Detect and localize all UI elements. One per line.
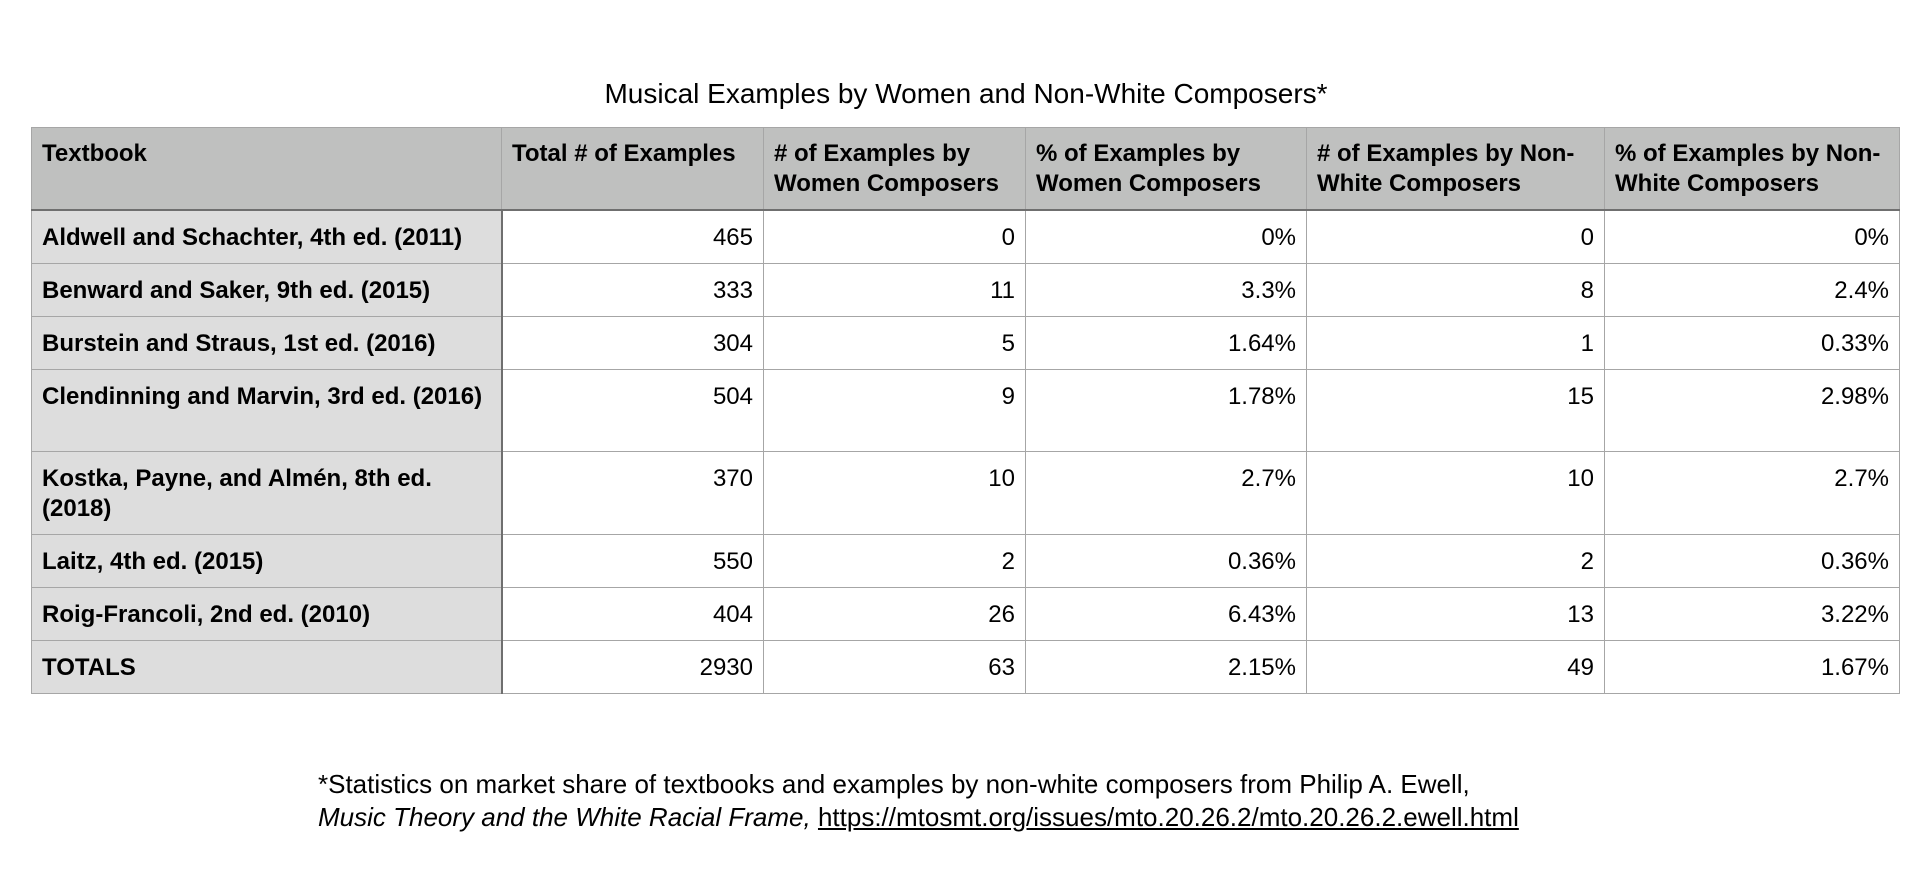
total-cell: 465: [502, 210, 764, 264]
table-row: [32, 452, 1900, 535]
totals-row: [32, 641, 1900, 694]
footnote-source-title: Music Theory and the White Racial Frame,: [318, 802, 811, 832]
women-count-cell: 10: [764, 452, 1026, 535]
women-percent-cell: 0.36%: [1026, 535, 1307, 588]
footnote-source-link[interactable]: https://mtosmt.org/issues/mto.20.26.2/mto.20.26.2.ewell.html: [817, 802, 1519, 832]
footnote: [318, 768, 1519, 834]
footnote-source-line: [318, 801, 1519, 834]
total-cell: 333: [502, 264, 764, 317]
nonwhite-count-cell: 13: [1307, 588, 1605, 641]
women-percent-cell: 2.15%: [1026, 641, 1307, 694]
women-percent-cell: 0%: [1026, 210, 1307, 264]
column-header-total-examples: Total # of Examples: [502, 128, 764, 211]
nonwhite-count-cell: 49: [1307, 641, 1605, 694]
textbook-cell: Roig-Francoli, 2nd ed. (2010): [32, 588, 502, 641]
nonwhite-count-cell: 8: [1307, 264, 1605, 317]
nonwhite-percent-cell: 2.7%: [1605, 452, 1900, 535]
women-count-cell: 9: [764, 370, 1026, 452]
table-row: [32, 317, 1900, 370]
women-count-cell: 0: [764, 210, 1026, 264]
nonwhite-percent-cell: 3.22%: [1605, 588, 1900, 641]
table-row: [32, 264, 1900, 317]
table-row: [32, 370, 1900, 452]
nonwhite-percent-cell: 0.33%: [1605, 317, 1900, 370]
textbook-cell: Clendinning and Marvin, 3rd ed. (2016): [32, 370, 502, 452]
column-header-women-percent: % of Examples by Women Composers: [1026, 128, 1307, 211]
total-cell: 370: [502, 452, 764, 535]
totals-label-cell: TOTALS: [32, 641, 502, 694]
women-count-cell: 5: [764, 317, 1026, 370]
women-percent-cell: 2.7%: [1026, 452, 1307, 535]
nonwhite-percent-cell: 2.4%: [1605, 264, 1900, 317]
column-header-nonwhite-count: # of Examples by Non-White Composers: [1307, 128, 1605, 211]
textbook-cell: Kostka, Payne, and Almén, 8th ed. (2018): [32, 452, 502, 535]
nonwhite-count-cell: 15: [1307, 370, 1605, 452]
women-count-cell: 63: [764, 641, 1026, 694]
nonwhite-percent-cell: 0%: [1605, 210, 1900, 264]
women-count-cell: 26: [764, 588, 1026, 641]
nonwhite-count-cell: 10: [1307, 452, 1605, 535]
total-cell: 304: [502, 317, 764, 370]
column-header-nonwhite-percent: % of Examples by Non-White Composers: [1605, 128, 1900, 211]
women-percent-cell: 3.3%: [1026, 264, 1307, 317]
nonwhite-percent-cell: 1.67%: [1605, 641, 1900, 694]
textbook-cell: Benward and Saker, 9th ed. (2015): [32, 264, 502, 317]
women-percent-cell: 6.43%: [1026, 588, 1307, 641]
total-cell: 2930: [502, 641, 764, 694]
textbook-cell: Aldwell and Schachter, 4th ed. (2011): [32, 210, 502, 264]
women-percent-cell: 1.64%: [1026, 317, 1307, 370]
women-percent-cell: 1.78%: [1026, 370, 1307, 452]
statistics-table: [31, 127, 1900, 694]
nonwhite-percent-cell: 0.36%: [1605, 535, 1900, 588]
textbook-cell: Laitz, 4th ed. (2015): [32, 535, 502, 588]
nonwhite-percent-cell: 2.98%: [1605, 370, 1900, 452]
footnote-text: *Statistics on market share of textbooks and examples by non-white composers from Philip A. Ewell,: [318, 769, 1470, 799]
table-title: Musical Examples by Women and Non-White Composers*: [604, 78, 1328, 109]
column-header-textbook: Textbook: [32, 128, 502, 211]
total-cell: 504: [502, 370, 764, 452]
header-row: [32, 128, 1900, 211]
textbook-cell: Burstein and Straus, 1st ed. (2016): [32, 317, 502, 370]
table-row: [32, 588, 1900, 641]
women-count-cell: 2: [764, 535, 1026, 588]
column-header-women-count: # of Examples by Women Composers: [764, 128, 1026, 211]
table-row: [32, 210, 1900, 264]
nonwhite-count-cell: 1: [1307, 317, 1605, 370]
table-row: [32, 535, 1900, 588]
total-cell: 550: [502, 535, 764, 588]
nonwhite-count-cell: 0: [1307, 210, 1605, 264]
nonwhite-count-cell: 2: [1307, 535, 1605, 588]
total-cell: 404: [502, 588, 764, 641]
women-count-cell: 11: [764, 264, 1026, 317]
